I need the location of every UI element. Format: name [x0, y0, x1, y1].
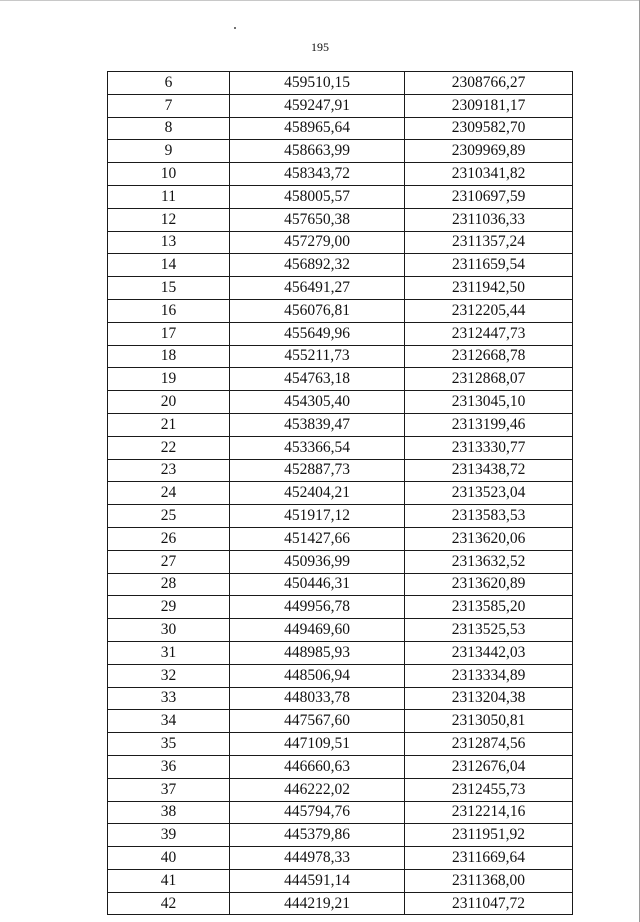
x-coordinate-cell: 447109,51: [230, 733, 405, 756]
table-row: [108, 94, 573, 117]
table-row: [108, 391, 573, 414]
table-row: [108, 527, 573, 550]
table-row: [108, 778, 573, 801]
point-number-cell: 10: [108, 163, 230, 186]
table-row: [108, 163, 573, 186]
table-row: [108, 345, 573, 368]
x-coordinate-cell: 448985,93: [230, 641, 405, 664]
table-row: [108, 254, 573, 277]
y-coordinate-cell: 2313199,46: [405, 413, 573, 436]
y-coordinate-cell: 2313330,77: [405, 436, 573, 459]
table-row: [108, 596, 573, 619]
y-coordinate-cell: 2312455,73: [405, 778, 573, 801]
x-coordinate-cell: 456076,81: [230, 299, 405, 322]
table-row: [108, 140, 573, 163]
point-number-cell: 29: [108, 596, 230, 619]
x-coordinate-cell: 452887,73: [230, 459, 405, 482]
page-edge-top: [0, 0, 640, 1]
x-coordinate-cell: 444219,21: [230, 892, 405, 915]
x-coordinate-cell: 454763,18: [230, 368, 405, 391]
y-coordinate-cell: 2309969,89: [405, 140, 573, 163]
x-coordinate-cell: 450936,99: [230, 550, 405, 573]
coordinates-table: [107, 71, 573, 915]
x-coordinate-cell: 451427,66: [230, 527, 405, 550]
y-coordinate-cell: 2312447,73: [405, 322, 573, 345]
x-coordinate-cell: 455649,96: [230, 322, 405, 345]
point-number-cell: 13: [108, 231, 230, 254]
x-coordinate-cell: 459247,91: [230, 94, 405, 117]
table-row: [108, 550, 573, 573]
x-coordinate-cell: 458343,72: [230, 163, 405, 186]
y-coordinate-cell: 2309582,70: [405, 117, 573, 140]
table-row: [108, 459, 573, 482]
x-coordinate-cell: 452404,21: [230, 482, 405, 505]
point-number-cell: 9: [108, 140, 230, 163]
x-coordinate-cell: 456491,27: [230, 277, 405, 300]
point-number-cell: 17: [108, 322, 230, 345]
point-number-cell: 7: [108, 94, 230, 117]
x-coordinate-cell: 449469,60: [230, 619, 405, 642]
table-row: [108, 277, 573, 300]
table-row: [108, 847, 573, 870]
table-row: [108, 869, 573, 892]
point-number-cell: 33: [108, 687, 230, 710]
table-row: [108, 185, 573, 208]
y-coordinate-cell: 2313438,72: [405, 459, 573, 482]
x-coordinate-cell: 447567,60: [230, 710, 405, 733]
table-row: [108, 664, 573, 687]
table-row: [108, 299, 573, 322]
x-coordinate-cell: 457650,38: [230, 208, 405, 231]
y-coordinate-cell: 2313204,38: [405, 687, 573, 710]
y-coordinate-cell: 2311659,54: [405, 254, 573, 277]
y-coordinate-cell: 2312676,04: [405, 755, 573, 778]
point-number-cell: 8: [108, 117, 230, 140]
x-coordinate-cell: 451917,12: [230, 505, 405, 528]
y-coordinate-cell: 2312874,56: [405, 733, 573, 756]
y-coordinate-cell: 2311357,24: [405, 231, 573, 254]
table-row: [108, 208, 573, 231]
y-coordinate-cell: 2311942,50: [405, 277, 573, 300]
table-row: [108, 733, 573, 756]
point-number-cell: 22: [108, 436, 230, 459]
x-coordinate-cell: 444978,33: [230, 847, 405, 870]
point-number-cell: 38: [108, 801, 230, 824]
point-number-cell: 25: [108, 505, 230, 528]
y-coordinate-cell: 2311047,72: [405, 892, 573, 915]
x-coordinate-cell: 455211,73: [230, 345, 405, 368]
y-coordinate-cell: 2313585,20: [405, 596, 573, 619]
point-number-cell: 39: [108, 824, 230, 847]
x-coordinate-cell: 453366,54: [230, 436, 405, 459]
x-coordinate-cell: 456892,32: [230, 254, 405, 277]
y-coordinate-cell: 2311951,92: [405, 824, 573, 847]
table-row: [108, 117, 573, 140]
x-coordinate-cell: 445379,86: [230, 824, 405, 847]
y-coordinate-cell: 2308766,27: [405, 72, 573, 95]
y-coordinate-cell: 2311036,33: [405, 208, 573, 231]
point-number-cell: 12: [108, 208, 230, 231]
y-coordinate-cell: 2313334,89: [405, 664, 573, 687]
point-number-cell: 11: [108, 185, 230, 208]
x-coordinate-cell: 444591,14: [230, 869, 405, 892]
table-row: [108, 573, 573, 596]
point-number-cell: 27: [108, 550, 230, 573]
table-row: [108, 824, 573, 847]
point-number-cell: 18: [108, 345, 230, 368]
point-number-cell: 31: [108, 641, 230, 664]
point-number-cell: 14: [108, 254, 230, 277]
x-coordinate-cell: 446222,02: [230, 778, 405, 801]
y-coordinate-cell: 2309181,17: [405, 94, 573, 117]
x-coordinate-cell: 457279,00: [230, 231, 405, 254]
y-coordinate-cell: 2313045,10: [405, 391, 573, 414]
x-coordinate-cell: 448506,94: [230, 664, 405, 687]
point-number-cell: 36: [108, 755, 230, 778]
point-number-cell: 15: [108, 277, 230, 300]
y-coordinate-cell: 2312668,78: [405, 345, 573, 368]
point-number-cell: 26: [108, 527, 230, 550]
point-number-cell: 28: [108, 573, 230, 596]
x-coordinate-cell: 459510,15: [230, 72, 405, 95]
point-number-cell: 16: [108, 299, 230, 322]
scan-speck: [234, 27, 236, 29]
point-number-cell: 40: [108, 847, 230, 870]
y-coordinate-cell: 2310341,82: [405, 163, 573, 186]
point-number-cell: 19: [108, 368, 230, 391]
point-number-cell: 24: [108, 482, 230, 505]
y-coordinate-cell: 2311669,64: [405, 847, 573, 870]
table-row: [108, 413, 573, 436]
point-number-cell: 6: [108, 72, 230, 95]
table-row: [108, 710, 573, 733]
table-row: [108, 231, 573, 254]
y-coordinate-cell: 2313523,04: [405, 482, 573, 505]
table-row: [108, 801, 573, 824]
point-number-cell: 34: [108, 710, 230, 733]
table-row: [108, 641, 573, 664]
y-coordinate-cell: 2313620,89: [405, 573, 573, 596]
point-number-cell: 21: [108, 413, 230, 436]
y-coordinate-cell: 2312214,16: [405, 801, 573, 824]
y-coordinate-cell: 2312868,07: [405, 368, 573, 391]
point-number-cell: 37: [108, 778, 230, 801]
point-number-cell: 30: [108, 619, 230, 642]
point-number-cell: 20: [108, 391, 230, 414]
x-coordinate-cell: 449956,78: [230, 596, 405, 619]
y-coordinate-cell: 2313632,52: [405, 550, 573, 573]
coordinates-table-body: [108, 72, 573, 915]
x-coordinate-cell: 453839,47: [230, 413, 405, 436]
y-coordinate-cell: 2310697,59: [405, 185, 573, 208]
table-row: [108, 892, 573, 915]
y-coordinate-cell: 2313442,03: [405, 641, 573, 664]
y-coordinate-cell: 2313620,06: [405, 527, 573, 550]
point-number-cell: 42: [108, 892, 230, 915]
y-coordinate-cell: 2313525,53: [405, 619, 573, 642]
x-coordinate-cell: 445794,76: [230, 801, 405, 824]
table-row: [108, 482, 573, 505]
x-coordinate-cell: 458663,99: [230, 140, 405, 163]
table-row: [108, 619, 573, 642]
x-coordinate-cell: 446660,63: [230, 755, 405, 778]
point-number-cell: 41: [108, 869, 230, 892]
table-row: [108, 436, 573, 459]
x-coordinate-cell: 454305,40: [230, 391, 405, 414]
table-row: [108, 755, 573, 778]
x-coordinate-cell: 450446,31: [230, 573, 405, 596]
x-coordinate-cell: 458005,57: [230, 185, 405, 208]
table-row: [108, 368, 573, 391]
table-row: [108, 322, 573, 345]
x-coordinate-cell: 458965,64: [230, 117, 405, 140]
point-number-cell: 35: [108, 733, 230, 756]
table-row: [108, 505, 573, 528]
y-coordinate-cell: 2312205,44: [405, 299, 573, 322]
page-number: 195: [311, 40, 329, 54]
y-coordinate-cell: 2313583,53: [405, 505, 573, 528]
y-coordinate-cell: 2311368,00: [405, 869, 573, 892]
table-row: [108, 72, 573, 95]
point-number-cell: 32: [108, 664, 230, 687]
table-row: [108, 687, 573, 710]
point-number-cell: 23: [108, 459, 230, 482]
y-coordinate-cell: 2313050,81: [405, 710, 573, 733]
x-coordinate-cell: 448033,78: [230, 687, 405, 710]
